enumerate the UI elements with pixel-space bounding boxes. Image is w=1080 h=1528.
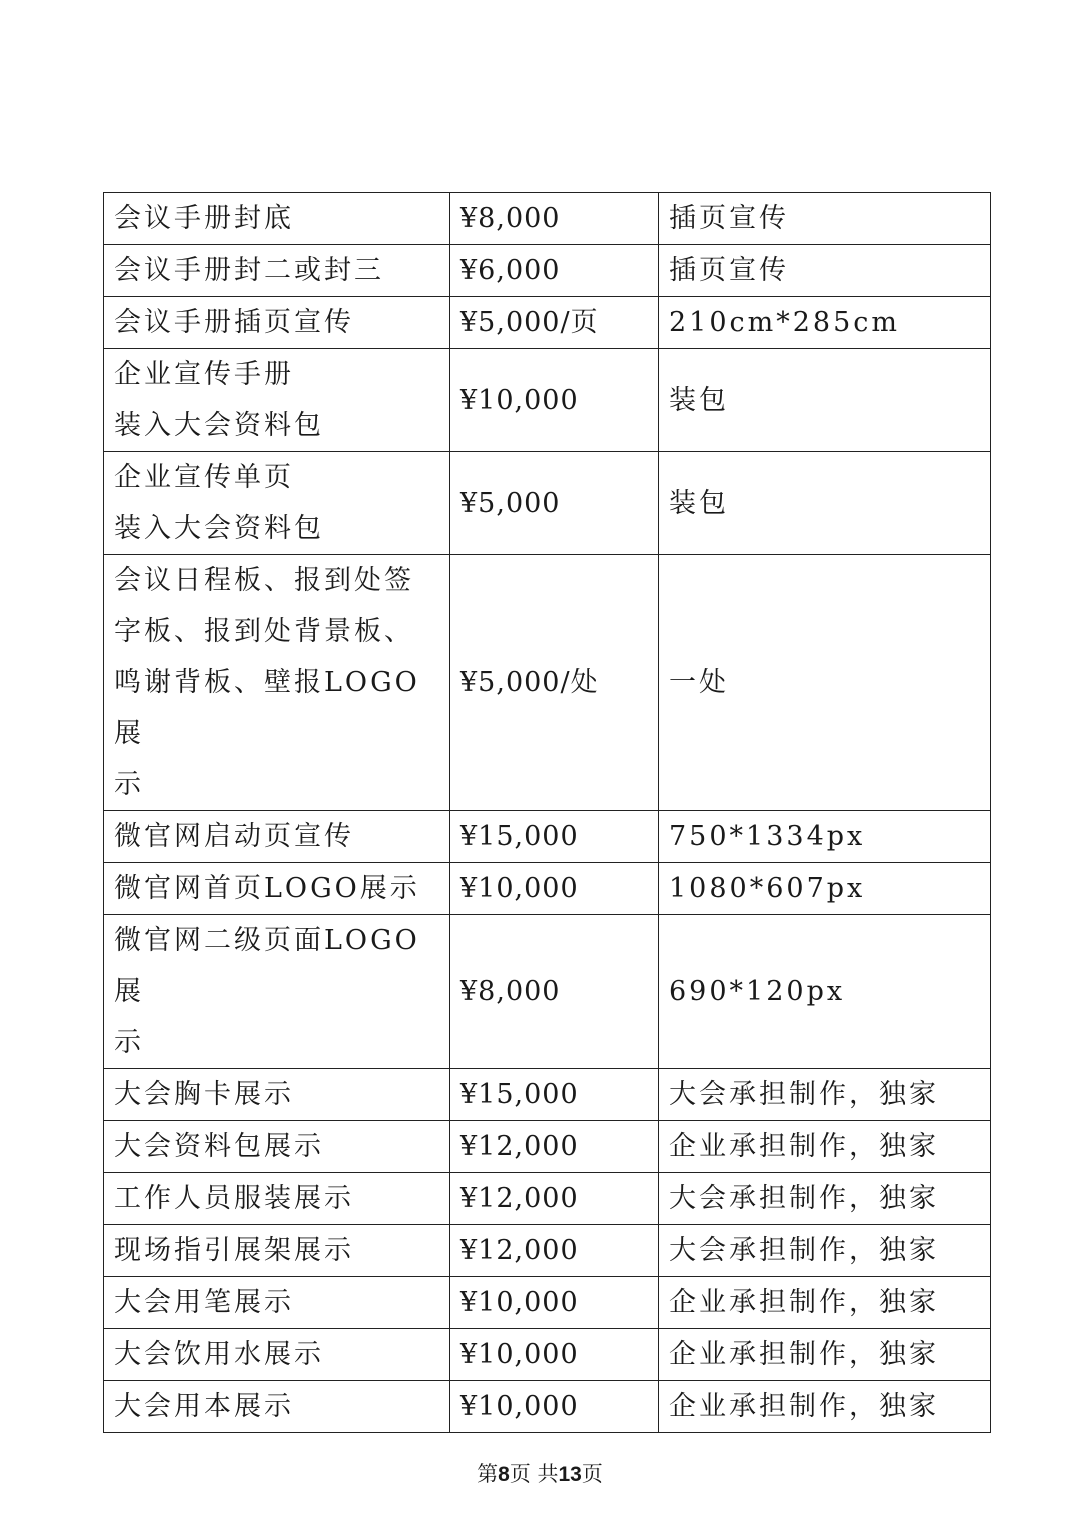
table-row — [104, 1069, 991, 1121]
note-cell: 装包 — [659, 349, 991, 452]
item-cell: 大会资料包展示 — [104, 1121, 450, 1173]
note-cell: 大会承担制作，独家 — [659, 1225, 991, 1277]
note-cell: 装包 — [659, 452, 991, 555]
note-cell: 690*120px — [659, 915, 991, 1069]
table-row — [104, 297, 991, 349]
price-cell: ¥8,000 — [450, 915, 659, 1069]
item-cell: 大会用笔展示 — [104, 1277, 450, 1329]
note-cell: 一处 — [659, 555, 991, 811]
table-row — [104, 1329, 991, 1381]
table-row — [104, 349, 991, 452]
note-cell: 企业承担制作，独家 — [659, 1121, 991, 1173]
price-cell: ¥15,000 — [450, 1069, 659, 1121]
table-row — [104, 915, 991, 1069]
table-row — [104, 452, 991, 555]
item-cell: 大会胸卡展示 — [104, 1069, 450, 1121]
price-cell: ¥12,000 — [450, 1225, 659, 1277]
item-cell: 会议手册插页宣传 — [104, 297, 450, 349]
note-cell: 企业承担制作，独家 — [659, 1329, 991, 1381]
sponsorship-price-table — [103, 192, 991, 1433]
total-pages-number: 13 — [558, 1463, 582, 1486]
price-cell: ¥10,000 — [450, 1329, 659, 1381]
note-cell: 大会承担制作，独家 — [659, 1069, 991, 1121]
price-cell: ¥5,000/页 — [450, 297, 659, 349]
note-cell: 大会承担制作，独家 — [659, 1173, 991, 1225]
table-row — [104, 1381, 991, 1433]
item-cell: 会议手册封二或封三 — [104, 245, 450, 297]
item-cell: 企业宣传手册 装入大会资料包 — [104, 349, 450, 452]
item-cell: 大会饮用水展示 — [104, 1329, 450, 1381]
table-row — [104, 1173, 991, 1225]
note-cell: 企业承担制作，独家 — [659, 1381, 991, 1433]
table-row — [104, 1225, 991, 1277]
table-row — [104, 555, 991, 811]
price-cell: ¥12,000 — [450, 1121, 659, 1173]
price-cell: ¥10,000 — [450, 1381, 659, 1433]
table-row — [104, 193, 991, 245]
item-cell: 会议日程板、报到处签 字板、报到处背景板、 鸣谢背板、壁报LOGO展 示 — [104, 555, 450, 811]
item-cell: 企业宣传单页 装入大会资料包 — [104, 452, 450, 555]
table-row — [104, 1121, 991, 1173]
price-cell: ¥10,000 — [450, 1277, 659, 1329]
price-cell: ¥5,000/处 — [450, 555, 659, 811]
price-cell: ¥15,000 — [450, 811, 659, 863]
price-cell: ¥10,000 — [450, 863, 659, 915]
note-cell: 210cm*285cm — [659, 297, 991, 349]
item-cell: 微官网启动页宣传 — [104, 811, 450, 863]
item-cell: 微官网二级页面LOGO展 示 — [104, 915, 450, 1069]
table-row — [104, 811, 991, 863]
note-cell: 1080*607px — [659, 863, 991, 915]
note-cell: 插页宣传 — [659, 193, 991, 245]
price-cell: ¥12,000 — [450, 1173, 659, 1225]
price-cell: ¥5,000 — [450, 452, 659, 555]
item-cell: 现场指引展架展示 — [104, 1225, 450, 1277]
price-cell: ¥8,000 — [450, 193, 659, 245]
table-row — [104, 245, 991, 297]
item-cell: 微官网首页LOGO展示 — [104, 863, 450, 915]
note-cell: 企业承担制作，独家 — [659, 1277, 991, 1329]
footer-middle: 页 共 — [509, 1462, 559, 1486]
current-page-number: 8 — [498, 1463, 510, 1486]
price-cell: ¥10,000 — [450, 349, 659, 452]
table-row — [104, 863, 991, 915]
footer-prefix: 第 — [477, 1462, 499, 1486]
page-number-footer — [0, 1460, 1080, 1489]
item-cell: 会议手册封底 — [104, 193, 450, 245]
table-row — [104, 1277, 991, 1329]
footer-suffix: 页 — [581, 1462, 603, 1486]
note-cell: 750*1334px — [659, 811, 991, 863]
note-cell: 插页宣传 — [659, 245, 991, 297]
item-cell: 大会用本展示 — [104, 1381, 450, 1433]
item-cell: 工作人员服装展示 — [104, 1173, 450, 1225]
price-cell: ¥6,000 — [450, 245, 659, 297]
